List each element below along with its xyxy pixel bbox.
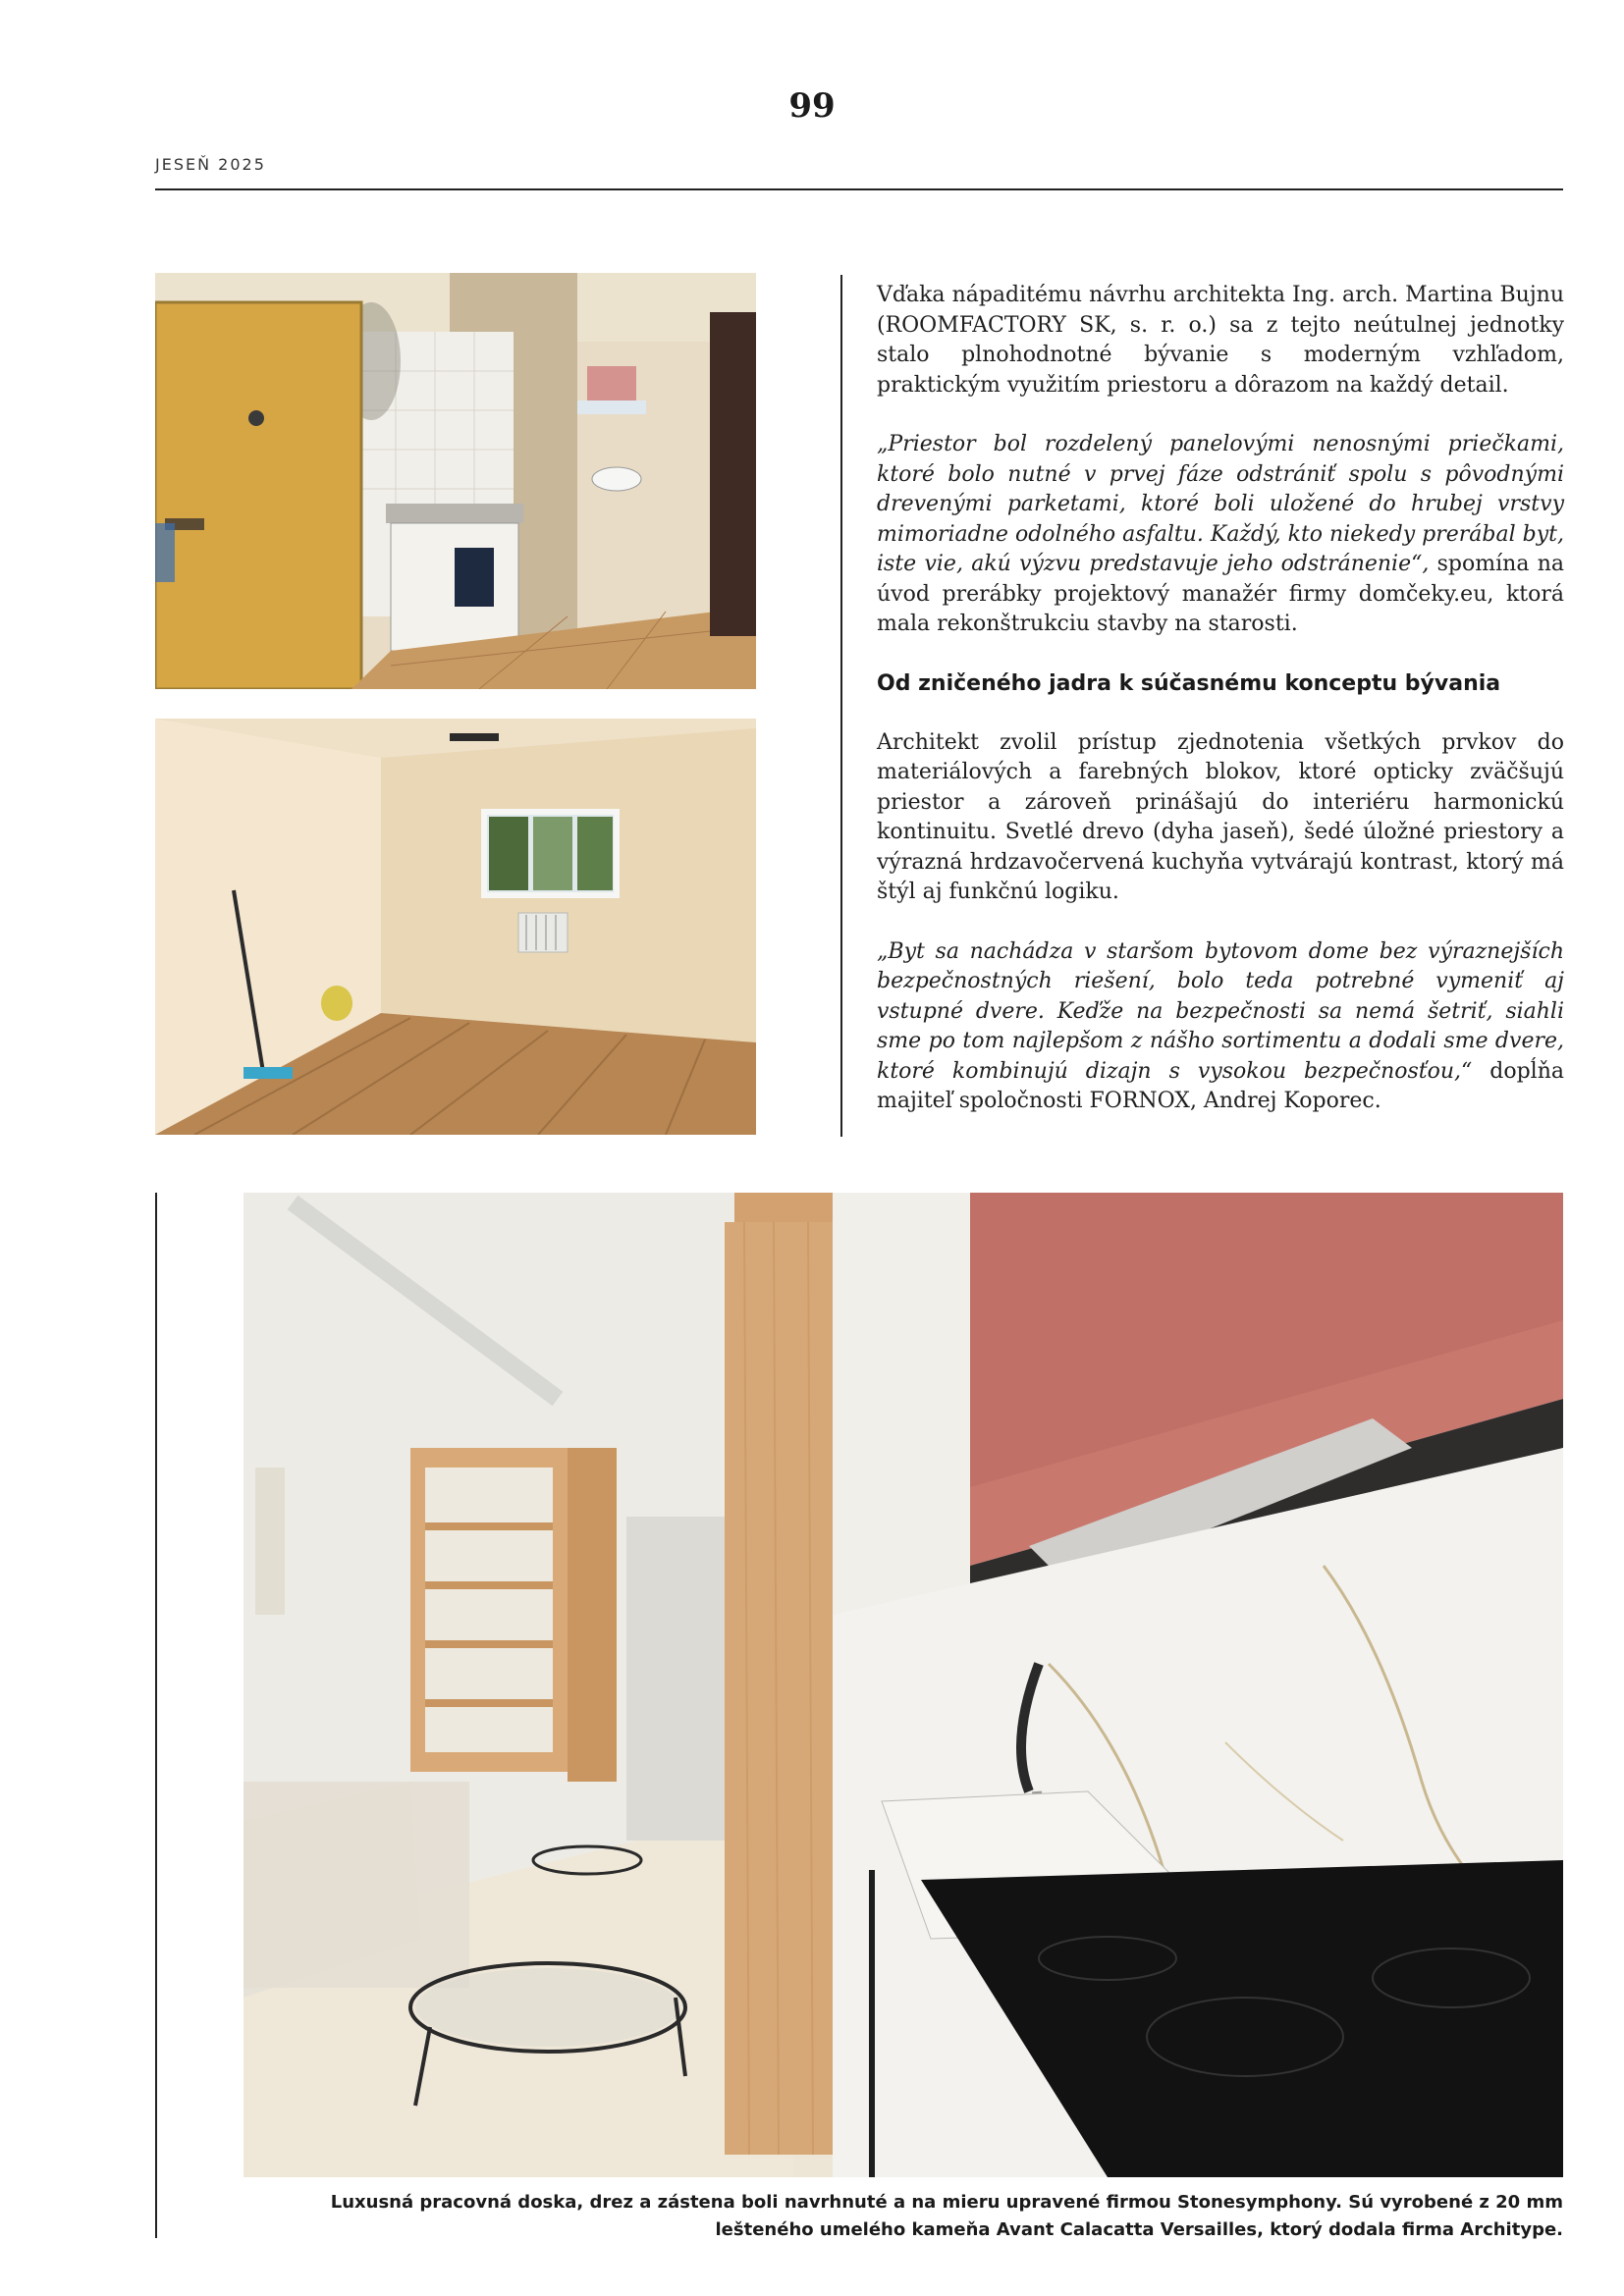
photo-before-kitchen: [155, 273, 756, 689]
issue-label: JESEŇ 2025: [155, 155, 266, 174]
article-intro: Vďaka nápaditému návrhu architekta Ing. arch. Martina Bujnu (ROOMFACTORY SK, s. r. o.) sa z tejto neútulnej jednotky stalo plnohodnotné bývanie s moderným vzhľadom, praktickým využitím priestoru a dôrazom na každý detail.: [877, 283, 1564, 398]
column-rule: [840, 275, 842, 1137]
article-quote-2: [877, 937, 1564, 1117]
article-subheading: Od zničeného jadra k súčasnému konceptu bývania: [877, 670, 1501, 696]
caption-rule: [155, 1193, 157, 2238]
caption-line-2: lešteného umelého kameňa Avant Calacatta Versailles, ktorý dodala firma Architype.: [715, 2219, 1563, 2240]
caption-line-1: Luxusná pracovná doska, drez a zástena boli navrhnuté a na mieru upravené firmou Stonesymphony. Sú vyrobené z 20 mm: [330, 2192, 1563, 2213]
quote-2-text: „Byt sa nachádza v staršom bytovom dome bez výraznejších bezpečnostných riešení, bolo teda potrebné vymeniť aj vstupné dvere. Keďže na bezpečnosti sa nemá šetriť, siahli sme po tom najlepšom z nášho sortimentu a dodali sme dvere, ktoré kombinujú dizajn s vysokou bezpečnosťou,“: [877, 938, 1564, 1084]
quote-1-attribution: spomína na úvod prerábky projektový manažér firmy domčeky.eu, ktorá mala rekonštrukciu stavby na starosti.: [877, 552, 1564, 636]
page-number: 99: [788, 86, 836, 126]
article-text: [877, 281, 1564, 1147]
photo-caption: [244, 2189, 1563, 2244]
article-quote-1: [877, 430, 1564, 640]
photo-before-room: [155, 719, 756, 1135]
article-body: Architekt zvolil prístup zjednotenia všetkých prvkov do materiálových a farebných blokov, ktoré opticky zväčšujú priestor a zároveň prinášajú do interiéru harmonickú kontinuitu. Svetlé drevo (dyha jaseň), šedé úložné priestory a výrazná hrdzavočervená kuchyňa vytvárajú kontrast, ktorý má štýl aj funkčnú logiku.: [877, 729, 1564, 904]
header-rule: [155, 188, 1563, 190]
quote-1-text: „Priestor bol rozdelený panelovými nenosnými priečkami, ktoré bolo nutné v prvej fáze odstrániť spolu s pôvodnými drevenými parketami, ktoré boli uložené do hrubej vrstvy mimoriadne odolného asfaltu. Každý, kto niekedy prerábal byt, iste vie, akú výzvu predstavuje jeho odstránenie“,: [877, 432, 1564, 576]
quote-2-attribution: dopĺňa majiteľ spoločnosti FORNOX, Andrej Koporec.: [877, 1058, 1564, 1113]
photo-after-kitchen: [244, 1193, 1563, 2177]
